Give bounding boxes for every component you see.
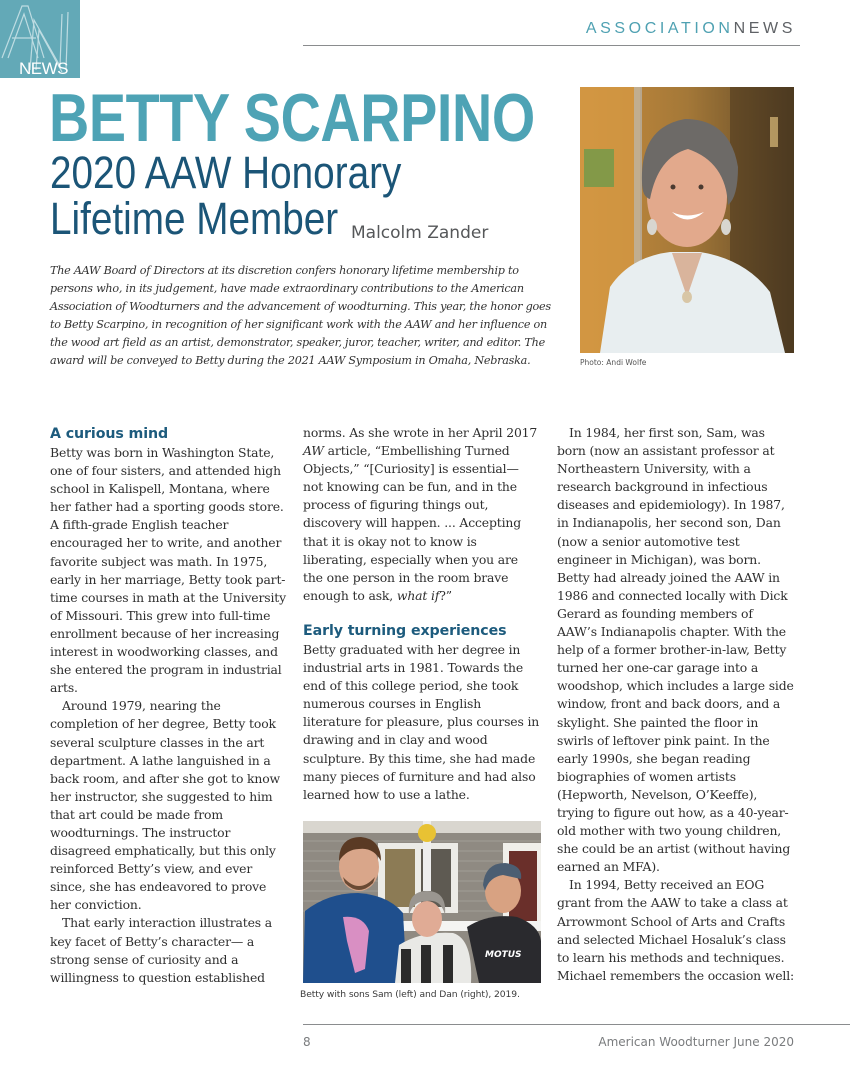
article-column-3 [557, 424, 795, 985]
header-divider [303, 45, 800, 46]
photo-credit: Photo: Andi Wolfe [580, 358, 647, 367]
article-subtitle [50, 147, 402, 244]
page-number: 8 [303, 1035, 311, 1049]
footer-divider [303, 1024, 850, 1025]
author-byline: Malcolm Zander [351, 223, 489, 243]
article-column-2 [303, 424, 541, 804]
family-photo [303, 821, 541, 983]
body-paragraph: In 1984, her first son, Sam, was born (now an assistant professor at Northeastern University, with a research background in infectious diseases and epidemiology). In 1987, in Indianapolis, her second son, Dan (now a senior automotive test engineer in Michigan), was born. Betty had already joined the AAW in 1986 and connected locally with Dick Gerard as founding members of AAW’s Indianapolis chapter. With the help of a former brother-in-law, Betty turned her one-car garage into a woodshop, which includes a large side window, front and back doors, and a skylight. She painted the floor in swirls of leftover pink paint. In the early 1990s, she began reading biographies of women artists (Hepworth, Nevelson, O’Keeffe), trying to figure out how, as a 40-year-old mother with two young children, she could be an artist (without having earned an MFA). [557, 425, 794, 875]
subtitle-line-1: 2020 AAW Honorary [50, 147, 402, 198]
body-paragraph: That early interaction illustrates a key facet of Betty’s character— a strong sense of curiosity and a willingness to question established [50, 915, 273, 985]
motus-shirt-logo: MOTUS [485, 950, 522, 960]
body-paragraph: Betty was born in Washington State, one of four sisters, and attended high school in Kalispell, Montana, where her father had a sporting goods store. A fifth-grade English teacher encouraged her to write, and another favorite subject was math. In 1975, early in her marriage, Betty took part-time courses in math at the University of Missouri. This grew into full-time enrollment because of her increasing interest in woodworking classes, and she entered the program in industrial arts. [50, 445, 286, 696]
publication-abbrev: AW [303, 443, 324, 459]
body-paragraph: Around 1979, nearing the completion of her degree, Betty took several sculpture classes in the art department. A lathe languished in a back room, and after she got to know her instructor, she suggested to him that art could be made from woodturnings. The instructor disagreed emphatically, but this only reinforced Betty’s view, and ever since, she has endeavored to prove her conviction. [50, 698, 281, 913]
portrait-photo [580, 87, 794, 353]
subtitle-line-2: Lifetime Member [50, 193, 339, 244]
section-label-association: ASSOCIATION [585, 20, 734, 37]
emphasis-text: what if [396, 587, 440, 603]
text-run: ?” [439, 587, 452, 603]
section-heading-curious-mind: A curious mind [50, 426, 169, 442]
logo-news-text: NEWS [19, 59, 68, 78]
association-news-logo [0, 0, 80, 78]
section-label-news: NEWS [733, 20, 796, 37]
body-paragraph: Betty graduated with her degree in industrial arts in 1981. Towards the end of this college period, she took numerous courses in English literature for pleasure, plus courses in drawing and in clay and wood sculpture. By this time, she had made many pieces of furniture and had also learned how to use a lathe. [303, 641, 540, 802]
section-heading-early-turning: Early turning experiences [303, 622, 507, 639]
body-paragraph: In 1994, Betty received an EOG grant from the AAW to take a class at Arrowmont School of Arts and Crafts and selected Michael Hosaluk’s class to learn his methods and techniques. Michael remembers the occasion well: [557, 877, 795, 983]
text-run: norms. As she wrote in her April 2017 [303, 425, 538, 440]
article-column-1 [50, 424, 288, 987]
publication-footer: American Woodturner June 2020 [598, 1035, 794, 1049]
intro-paragraph: The AAW Board of Directors at its discretion confers honorary lifetime membership to persons who, in its judgement, have made extraordinary contributions to the American Association of Woodturners and the advancement of woodturning. This year, the honor goes to Betty Scarpino, in recognition of her significant work with the AAW and her influence on the wood art field as an artist, demonstrator, speaker, juror, teacher, writer, and editor. The award will be conveyed to Betty during the 2021 AAW Symposium in Omaha, Nebraska. [50, 264, 551, 367]
article-title: BETTY SCARPINO [49, 80, 535, 156]
text-run: article, “Embellishing Turned Objects,” “[Curiosity] is essential— not knowing can be fun, and in the process of figuring things out, discovery will happen. ... Accepting that it is okay not to know is liberating, especially when you are the one person in the room brave enough to ask, [303, 443, 522, 603]
section-label [586, 20, 796, 38]
photo-caption: Betty with sons Sam (left) and Dan (right), 2019. [300, 989, 520, 1000]
body-paragraph-continued [303, 424, 541, 605]
